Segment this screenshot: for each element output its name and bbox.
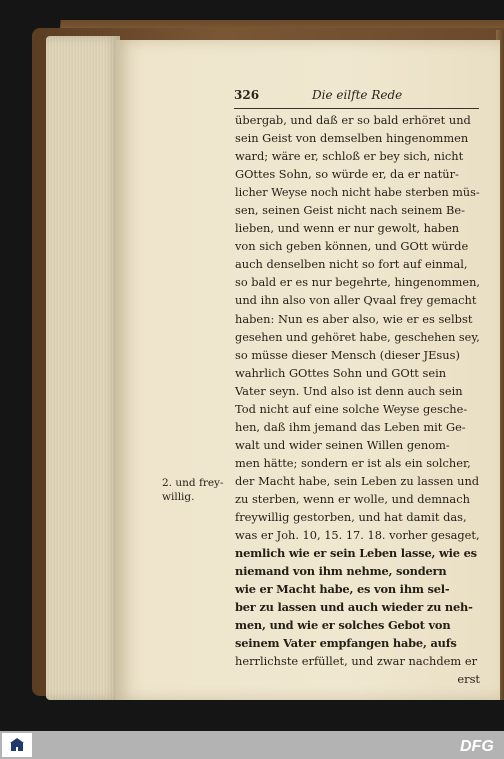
text-line: wahrlich GOttes Sohn und GOtt sein (235, 365, 447, 380)
body-text (235, 111, 480, 689)
text-line: GOttes Sohn, so würde er, da er natür- (235, 167, 459, 182)
text-line: zu sterben, wenn er wolle, und demnach (235, 491, 470, 506)
text-line: nemlich wie er sein Leben lasse, wie es (235, 546, 477, 561)
text-line: auch denselben nicht so fort auf einmal, (235, 257, 468, 272)
text-line: lieben, und wenn er nur gewolt, haben (235, 221, 460, 236)
text-line: men hätte; sondern er ist als ein solcher, (235, 455, 471, 470)
margin-note-line: willig. (162, 491, 195, 503)
text-line: übergab, und daß er so bald erhöret und (235, 113, 471, 127)
text-line: so bald er es nur begehrte, hingenommen, (235, 275, 480, 290)
margin-note-line: 2. und frey- (162, 477, 224, 489)
text-line: sen, seinen Geist nicht nach seinem Be- (235, 203, 465, 218)
page-number: 326 (234, 88, 260, 102)
text-line: Vater seyn. Und also ist denn auch sein (235, 383, 463, 398)
text-line: gesehen und gehöret habe, geschehen sey, (235, 329, 480, 344)
text-line: so müsse dieser Mensch (dieser JEsus) (235, 347, 460, 362)
text-line: ber zu lassen und auch wieder zu neh- (235, 600, 473, 615)
library-logo[interactable] (2, 733, 32, 757)
margin-note (162, 476, 232, 504)
orphanage-building-icon (8, 738, 26, 752)
text-line: walt und wider seinen Willen genom- (235, 437, 450, 452)
text-line: herrlichste erfüllet, und zwar nachdem er (235, 654, 478, 669)
text-line: men, und wie er solches Gebot von (235, 618, 451, 633)
text-line: licher Weyse noch nicht habe sterben müs- (235, 185, 480, 200)
text-line: freywillig gestorben, und hat damit das, (235, 510, 467, 525)
viewer-footer-bar (0, 731, 504, 759)
text-line: erst (457, 672, 480, 687)
text-line: wie er Macht habe, es von ihm sel- (235, 582, 450, 597)
text-line: niemand von ihm nehme, sondern (235, 564, 447, 579)
svg-text:DFG: DFG (460, 738, 494, 754)
text-line: ward; wäre er, schloß er bey sich, nicht (235, 149, 464, 164)
text-line: seinem Vater empfangen habe, aufs (235, 636, 457, 651)
text-line: sein Geist von demselben hingenommen (235, 131, 469, 146)
text-line: haben: Nun es aber also, wie er es selbst (235, 311, 473, 326)
text-line: der Macht habe, sein Leben zu lassen und (235, 473, 480, 488)
text-line: was er Joh. 10, 15. 17. 18. vorher gesaget, (235, 528, 480, 543)
text-line: Tod nicht auf eine solche Weyse gesche- (235, 401, 468, 416)
text-line: von sich geben können, und GOtt würde (235, 239, 469, 254)
text-line: hen, daß ihm jemand das Leben mit Ge- (235, 419, 466, 434)
page-block-edges (46, 36, 120, 700)
text-line: und ihn also von aller Qvaal frey gemacht (235, 293, 477, 308)
page-header (234, 88, 479, 109)
dfg-logo[interactable] (460, 736, 498, 754)
running-head: Die eilfte Rede (312, 88, 403, 102)
